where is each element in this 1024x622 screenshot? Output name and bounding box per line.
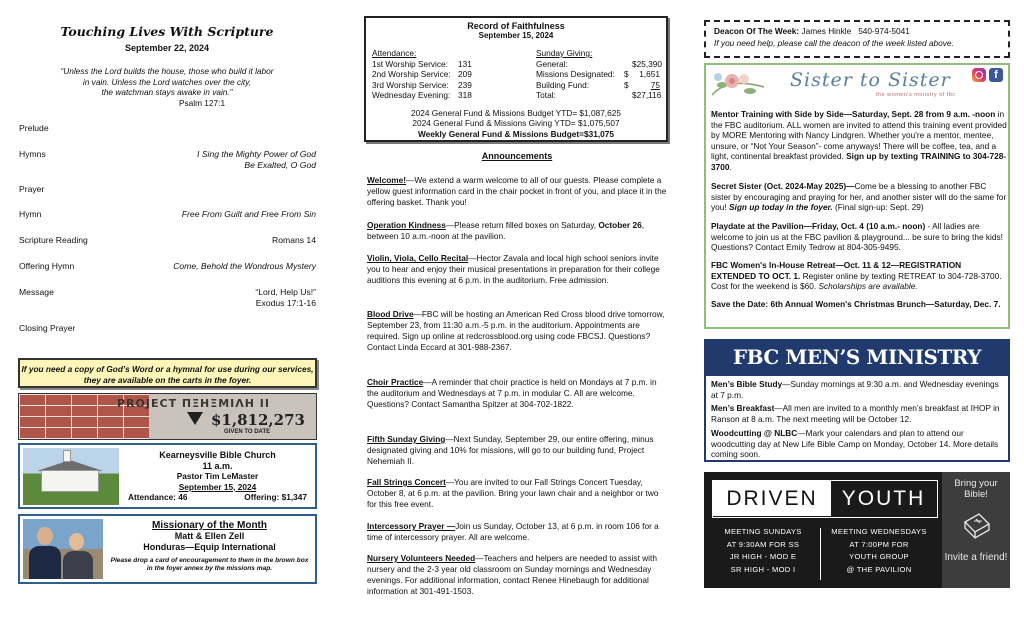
attendance-row: 2nd Worship Service: 209 — [372, 69, 472, 80]
bible-hymnal-notice: If you need a copy of God’s Word or a hymnal for use during our services, they are available on the carts in the foyer. — [18, 358, 317, 388]
driven-youth-banner — [704, 472, 1010, 588]
flowers-graphic — [708, 67, 768, 99]
sister-item-mentor-training: Mentor Training with Side by Side—Saturday, Sept. 28 from 9 a.m. -noon in the FBC auditorium. ALL women are invited to attend this training event provided by MORE Mentoring with Nancy Lindgren. Whether you're a mentor, mentee, unsure, or “Not Your Season”- come anyways! There will be coffee, tea, and a light, continental breakfast provided. Sign up by texting TRAINING to 304-728-3700. — [711, 109, 1007, 172]
project-nehemiah-banner — [18, 393, 317, 440]
bring-bible-panel — [942, 472, 1010, 588]
church-offering: Offering: $1,347 — [244, 492, 307, 502]
order-item-scripture-reading: Scripture Reading Romans 14 — [19, 235, 316, 245]
announcement-fifth-sunday: Fifth Sunday Giving—Next Sunday, September 29, our entire offering, minus designated giving and 10% for missions, will go to our building fund, Project Nehemiah II. — [367, 434, 654, 466]
sister-banner — [706, 65, 1008, 103]
deacon-note: If you need help, please call the deacon of the week listed above. — [714, 38, 954, 48]
giving-row: General: $25,390 — [536, 58, 662, 69]
men-item-woodcutting: Woodcutting @ NLBC—Mark your calendars and plan to attend our woodcutting day at New Life Bible Camp on Monday, October 14. More details coming soon. — [711, 428, 999, 459]
order-item-prayer: Prayer — [19, 184, 45, 194]
bible-icon — [959, 510, 993, 544]
church-photo — [23, 448, 119, 505]
announcement-recital: Violin, Viola, Cello Recital—Hector Zavala and local high school seniors invite you to hear and enjoy their musical presentations in preparation for their college auditions this evening at 6 p.m. in the auditorium. Free admission. — [367, 253, 660, 285]
sister-item-secret-sister: Secret Sister (Oct. 2024-May 2025)—Come be a blessing to another FBC sister by encouraging and praying for her, and another sister will do the same for you! Sign up today in the foyer. (Final sign-up: Sept. 29) — [711, 181, 1007, 212]
announcement-intercessory-prayer: Intercessory Prayer —Join us Sunday, October 13, at 6 p.m. in room 106 for a time of intercessory prayer. All are welcome. — [367, 521, 659, 542]
giving-ytd: 2024 General Fund & Missions Giving YTD= $1,075,507 — [412, 118, 620, 129]
attendance-list: Attendance: 1st Worship Service: 131 2nd Worship Service: 209 3rd Worship Service: 239 Wednesday Evening: 318 — [372, 48, 472, 101]
missionary-title: Missionary of the Month — [152, 520, 267, 531]
bring-bible-text: Bring your Bible! — [954, 478, 998, 500]
men-item-breakfast: Men’s Breakfast—All men are invited to a monthly men’s breakfast at IHOP in Ranson at 8 a.m. The next meeting will be October 12. — [711, 403, 1000, 424]
deacon-name: James Hinkle — [801, 26, 852, 36]
sister-subtitle: the women's ministry of fbc — [876, 92, 956, 98]
weekly-budget: Weekly General Fund & Missions Budget=$31,075 — [417, 128, 615, 139]
announcement-operation-kindness: Operation Kindness—Please return filled boxes on Saturday, October 26, between 10 a.m.-noon at the pavilion. — [367, 220, 645, 241]
faithfulness-date: September 15, 2024 — [478, 31, 554, 40]
project-amount: $1,812,273 — [211, 411, 305, 429]
faithfulness-title: Record of Faithfulness — [467, 21, 565, 31]
missionary-of-month-box — [18, 514, 317, 584]
giving-row: Total: $27,116 — [536, 90, 662, 101]
facebook-icon[interactable]: f — [989, 68, 1003, 82]
budget-ytd: 2024 General Fund & Missions Budget YTD= $1,087,625 — [411, 107, 621, 118]
church-time: 11 a.m. — [202, 460, 233, 471]
verse-reference: Psalm 127:1 — [178, 97, 226, 108]
men-item-bible-study: Men’s Bible Study—Sunday mornings at 9:30 a.m. and Wednesday evenings at 7 p.m. — [711, 379, 999, 400]
bulletin-title: Touching Lives With Scripture — [60, 24, 274, 39]
church-name: Kearneysville Bible Church — [159, 450, 276, 460]
instagram-icon[interactable] — [972, 68, 986, 82]
deacon-label: Deacon Of The Week: — [714, 26, 800, 36]
mens-ministry-box — [704, 376, 1010, 462]
sister-to-sister-box — [704, 63, 1010, 329]
youth-sunday-meeting: MEETING SUNDAYS AT 9:30AM FOR SS JR HIGH - MOD E SR HIGH - MOD I — [724, 527, 802, 574]
announcement-choir-practice: Choir Practice—A reminder that choir practice is held on Mondays at 7 p.m. in the auditorium and Wednesdays at 7 p.m. in modular C. All are welcome. Questions? Contact Samantha Spitzer at 304-702-1822. — [367, 377, 657, 409]
order-item-offering-hymn: Offering Hymn Come, Behold the Wondrous Mystery — [19, 261, 316, 271]
announcement-blood-drive: Blood Drive—FBC will be hosting an American Red Cross blood drive tomorrow, September 23, from 11:30 a.m.-5 p.m. in the auditorium. Appointments are required. Sign up online at redcrossblood.org using code FBCSJ. Questions? Contact Linda Eccard at 301-988-2367. — [367, 309, 665, 352]
church-attendance: Attendance: 46 — [128, 492, 188, 502]
ministries-column — [702, 0, 1012, 622]
missionary-names: Matt & Ellen Zell — [174, 531, 245, 541]
order-item-hymn: Hymn Free From Guilt and Free From Sin — [19, 209, 316, 219]
announcements-column — [362, 0, 674, 622]
kearneysville-church-box — [18, 443, 317, 509]
deacon-phone: 540-974-5041 — [858, 26, 910, 36]
bulletin-date: September 22, 2024 — [124, 43, 210, 53]
order-item-closing-prayer: Closing Prayer — [19, 323, 76, 333]
announcement-welcome: Welcome!—We extend a warm welcome to all of our guests. Please complete a yellow guest information card in the chair pocket in front of you, and place it in the offering basket. Thank you! — [367, 175, 667, 207]
giving-row: Missions Designated: $ 1,651 — [536, 69, 660, 80]
missionary-org: Honduras—Equip International — [143, 542, 276, 552]
giving-list: Sunday Giving: General: $25,390 Missions Designated: $ 1,651 Building Fund: $ 75 Total: $27,116 — [536, 48, 662, 101]
youth-wednesday-meeting: MEETING WEDNESDAYS AT 7:00PM FOR YOUTH GROUP @ THE PAVILION — [831, 527, 927, 574]
order-item-hymns: Hymns I Sing the Mighty Power of God Be Exalted, O God — [19, 149, 316, 170]
driven-youth-logo: DRIVEN YOUTH — [712, 480, 938, 518]
announcement-strings-concert: Fall Strings Concert—You are invited to our Fall Strings Concert Tuesday, October 8, at 6 p.m. at the pavilion. Bring your lawn chair and a neighbor or two for this free event. — [367, 477, 659, 509]
record-of-faithfulness — [364, 16, 668, 142]
order-item-message: Message “Lord, Help Us!” Exodus 17:1-16 — [19, 287, 316, 308]
sister-item-playdate: Playdate at the Pavilion—Friday, Oct. 4 (10 a.m.- noon) - All ladies are welcome to join us at the FBC pavilion & playground... be sure to bring the kids! Questions? Contact Emily Tedrow at 804-305-9495. — [711, 221, 1003, 252]
mens-ministry-title: FBC MEN’S MINISTRY — [704, 339, 1010, 376]
deacon-of-week-box — [704, 20, 1010, 58]
church-date: September 15, 2024 — [178, 481, 257, 492]
missionary-note: Please drop a card of encouragement to them in the brown box in the foyer annex by the missions map. — [110, 557, 309, 572]
order-of-worship-column — [14, 0, 320, 622]
invite-friend-text: Invite a friend! — [944, 552, 1008, 563]
sister-item-christmas-brunch: Save the Date: 6th Annual Women's Christmas Brunch—Saturday, Dec. 7. — [711, 299, 1001, 309]
project-title: PROJECT ΠΞΗΞΜΙΛΗ II — [117, 397, 270, 410]
attendance-row: 1st Worship Service: 131 — [372, 58, 472, 69]
announcements-heading: Announcements — [481, 151, 553, 161]
church-pastor: Pastor Tim LeMaster — [176, 471, 259, 481]
sister-title: Sister to Sister — [790, 69, 951, 91]
missionary-photo — [23, 519, 103, 579]
giving-row: Building Fund: $ 75 — [536, 79, 660, 90]
arrow-down-icon — [187, 412, 203, 425]
order-item-prelude: Prelude — [19, 123, 49, 133]
attendance-row: Wednesday Evening: 318 — [372, 90, 472, 101]
project-given-label: GIVEN TO DATE — [224, 429, 271, 435]
scripture-verse: “Unless the Lord builds the house, those who build it labor in vain. Unless the Lord watches over the city, the watchman stays awake in vain.” — [60, 66, 274, 97]
attendance-row: 3rd Worship Service: 239 — [372, 79, 472, 90]
sister-item-retreat: FBC Women's In-House Retreat—Oct. 11 & 12—REGISTRATION EXTENDED TO OCT. 1. Register online by texting RETREAT to 304-728-3700. Cost for the weekend is $60. Scholarships are available. — [711, 260, 1002, 291]
announcement-nursery: Nursery Volunteers Needed—Teachers and helpers are needed to assist with nursery and the 2-3 year old classroom on Sunday mornings and Wednesday evenings. For additional information, contact Renee Hinebaugh for additional information at 301-491-1503. — [367, 553, 657, 596]
